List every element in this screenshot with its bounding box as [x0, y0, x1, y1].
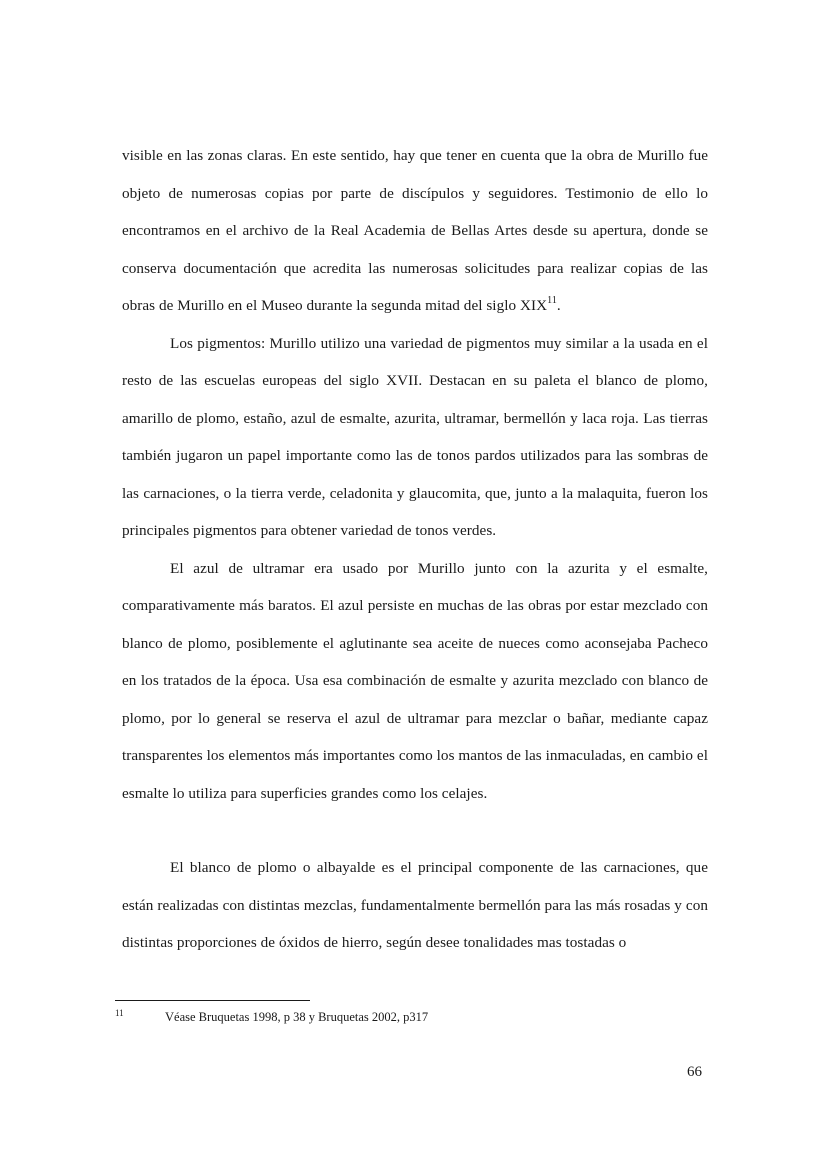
body-text	[122, 137, 708, 962]
paragraph-text: visible en las zonas claras. En este sentido, hay que tener en cuenta que la obra de Murillo fue objeto de numerosas copias por parte de discípulos y seguidores. Testimonio de ello lo encontramos en el archivo de la Real Academia de Bellas Artes desde su apertura, donde se conserva documentación que acredita las numerosas solicitudes para realizar copias de las obras de Murillo en el Museo durante la segunda mitad del siglo XIX	[122, 147, 708, 314]
page-number: 66	[687, 1064, 702, 1080]
paragraph-text: El blanco de plomo o albayalde es el principal componente de las carnaciones, que están realizadas con distintas mezclas, fundamentalmente bermellón para las más rosadas y con distintas proporciones de óxidos de hierro, según desee tonalidades mas tostadas o	[122, 859, 708, 951]
paragraph-lead-white	[122, 849, 708, 962]
paragraph-pigments	[122, 325, 708, 550]
footnote-text: Véase Bruquetas 1998, p 38 y Bruquetas 2002, p317	[165, 1010, 429, 1024]
paragraph-gap	[122, 812, 708, 849]
paragraph-ultramarine	[122, 550, 708, 813]
footnote-reference: 11	[547, 295, 557, 306]
paragraph-copies	[122, 137, 708, 325]
paragraph-end-punctuation: .	[556, 297, 561, 314]
footnote-number: 11	[115, 1008, 124, 1018]
footnote-separator	[115, 1000, 310, 1001]
paragraph-text: El azul de ultramar era usado por Murillo junto con la azurita y el esmalte, comparativamente más baratos. El azul persiste en muchas de las obras por estar mezclado con blanco de plomo, posiblemente el aglutinante sea aceite de nueces como aconsejaba Pacheco en los tratados de la época. Usa esa combinación de esmalte y azurita mezclado con blanco de plomo, por lo general se reserva el azul de ultramar para mezclar o bañar, mediante capaz transparentes los elementos más importantes como los mantos de las inmaculadas, en cambio el esmalte lo utiliza para superficies grandes como los celajes.	[122, 559, 708, 802]
paragraph-text: Los pigmentos: Murillo utilizo una variedad de pigmentos muy similar a la usada en el resto de las escuelas europeas del siglo XVII. Destacan en su paleta el blanco de plomo, amarillo de plomo, estaño, azul de esmalte, azurita, ultramar, bermellón y laca roja. Las tierras también jugaron un papel importante como las de tonos pardos utilizados para las sombras de las carnaciones, o la tierra verde, celadonita y glaucomita, que, junto a la malaquita, fueron los principales pigmentos para obtener variedad de tonos verdes.	[122, 334, 708, 539]
